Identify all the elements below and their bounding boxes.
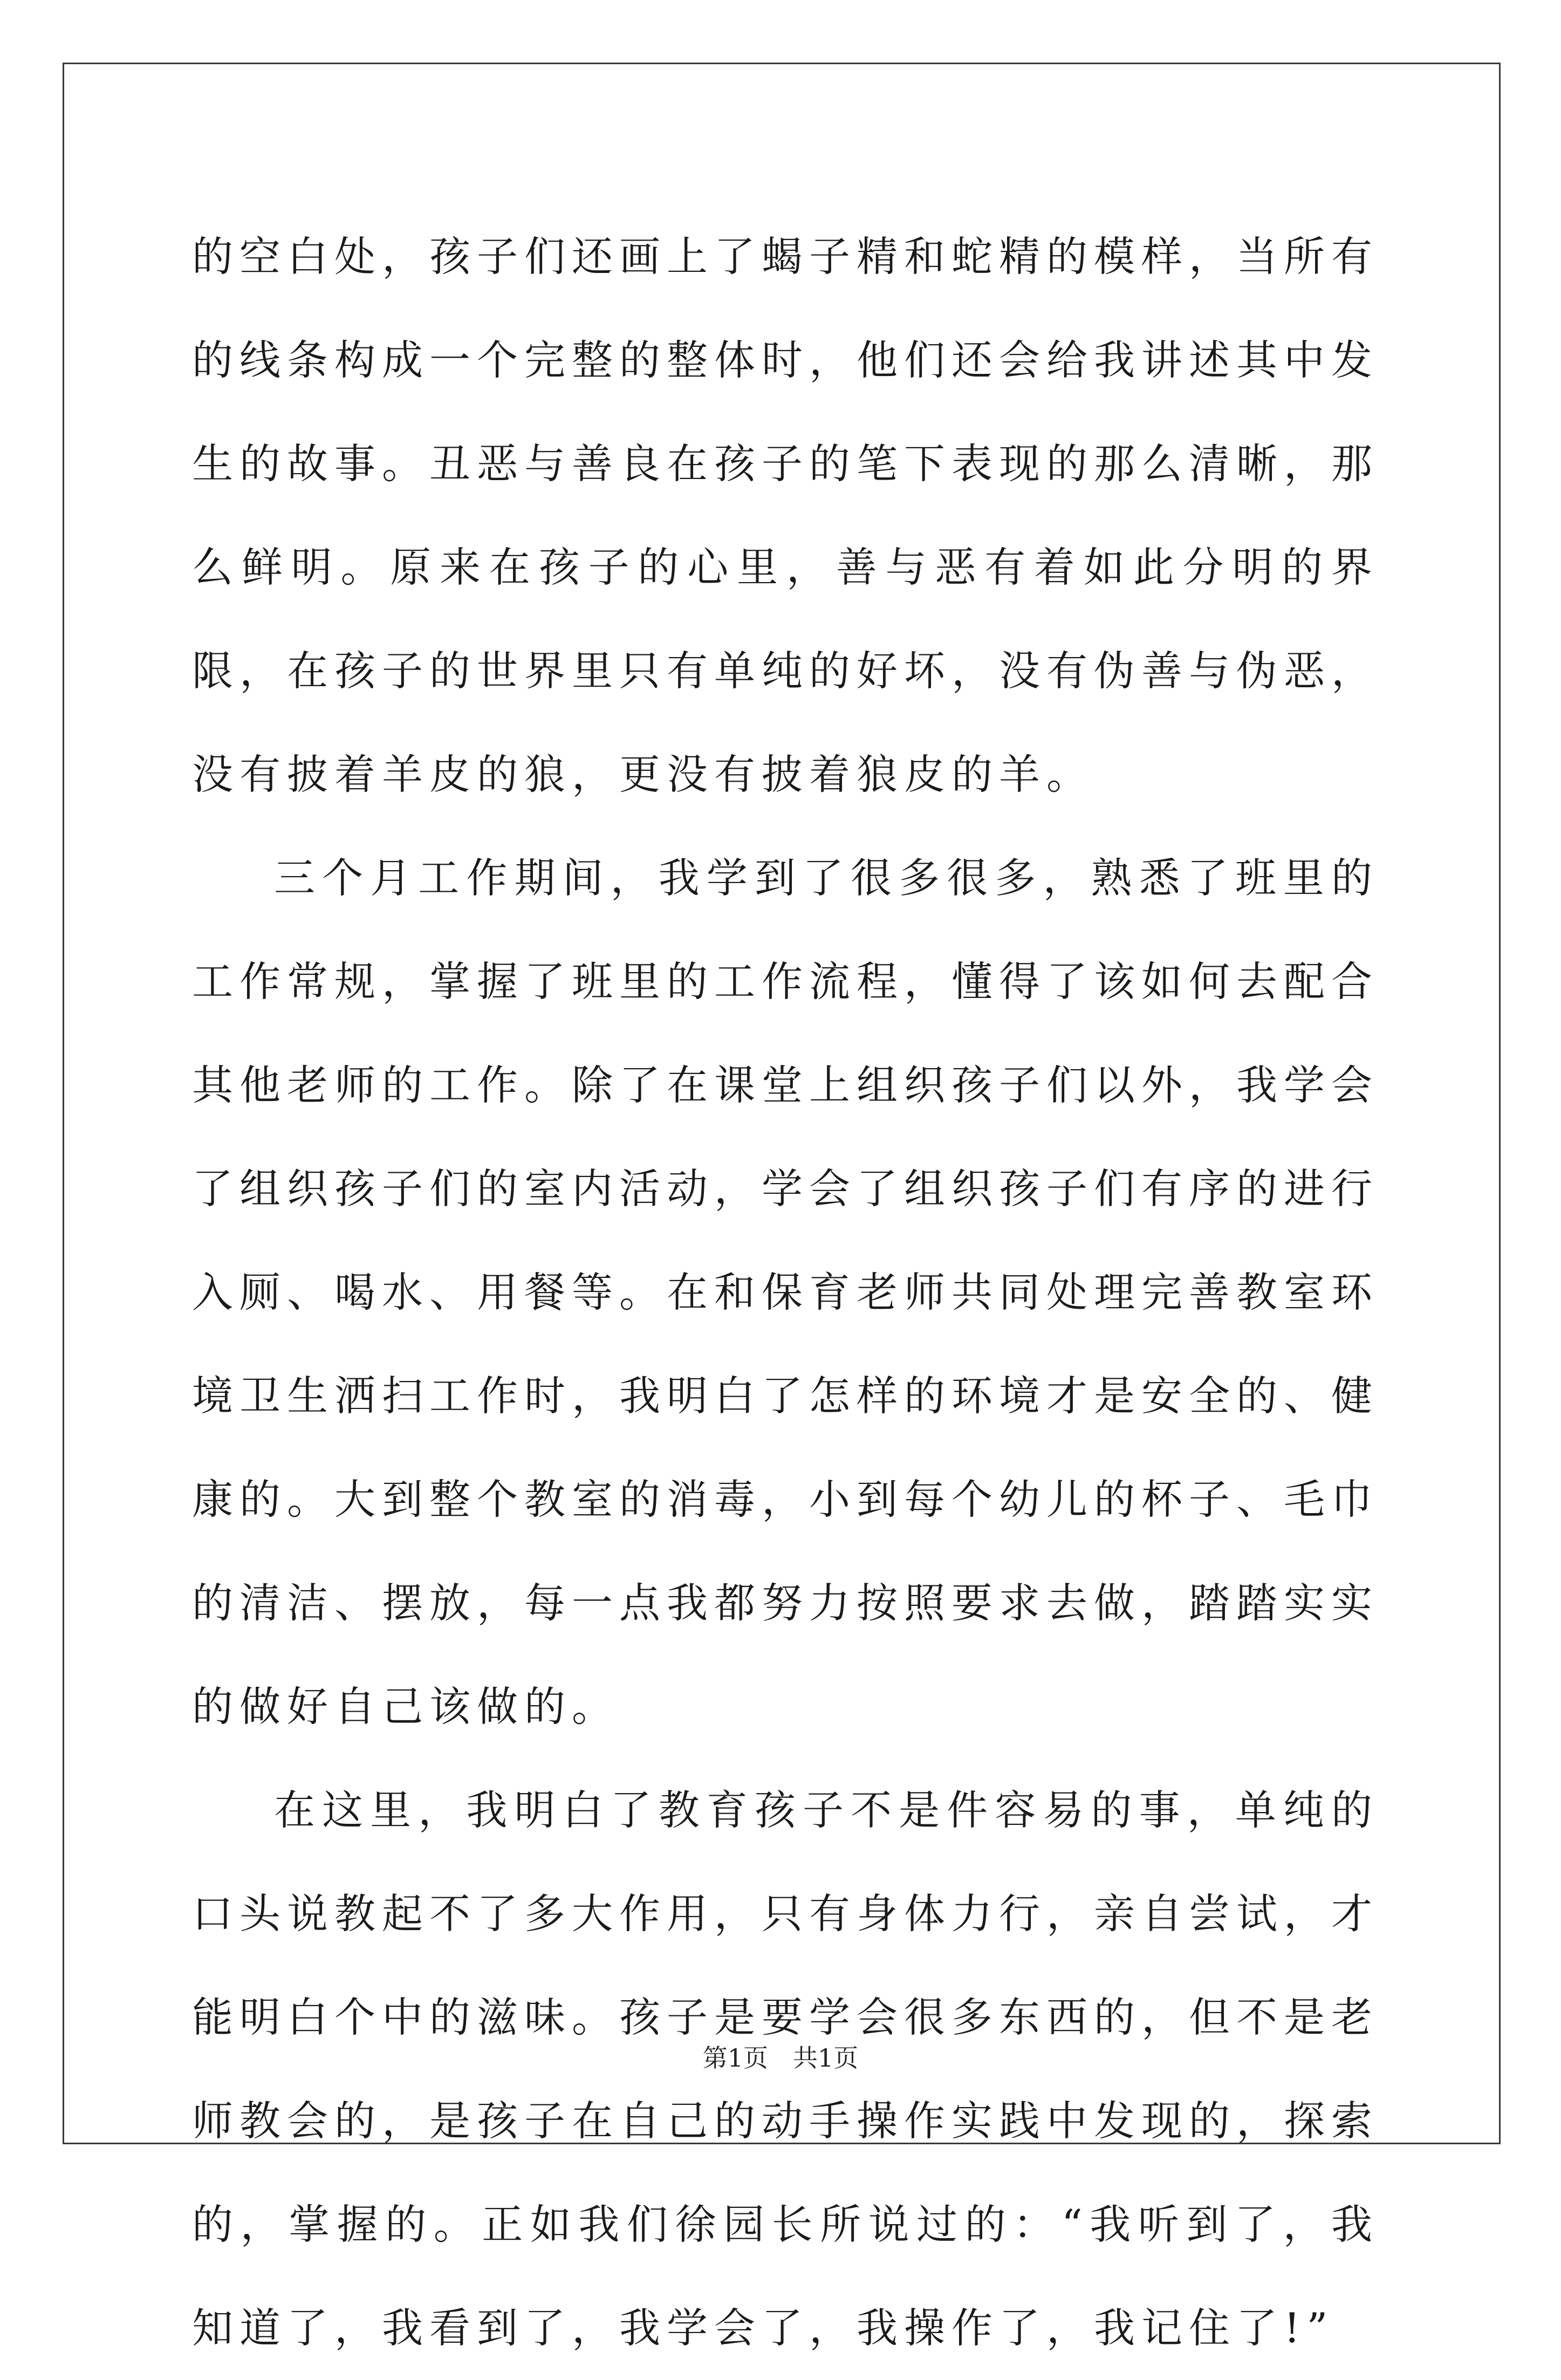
paragraph-1: 的空白处，孩子们还画上了蝎子精和蛇精的模样，当所有的线条构成一个完整的整体时，他们还会给我讲述其中发生的故事。丑恶与善良在孩子的笔下表现的那么清晰，那么鲜明。原来在孩子的心里，善与恶有着如此分明的界限，在孩子的世界里只有单纯的好坏，没有伪善与伪恶，没有披着羊皮的狼，更没有披着狼皮的羊。 (192, 232, 1379, 798)
paragraph-3: 在这里，我明白了教育孩子不是件容易的事，单纯的口头说教起不了多大作用，只有身体力行，亲自尝试，才能明白个中的滋味。孩子是要学会很多东西的，但不是老师教会的，是孩子在自己的动手操作实践中发现的，探索的，掌握的。正如我们徐园长所说过的：“我听到了，我知道了，我看到了，我学会了，我操作了，我记住了!” (192, 1786, 1379, 2352)
page-number-footer: 第1页 共1页 (702, 2043, 859, 2073)
paragraph-2: 三个月工作期间，我学到了很多很多，熟悉了班里的工作常规，掌握了班里的工作流程，懂得了该如何去配合其他老师的工作。除了在课堂上组织孩子们以外，我学会了组织孩子们的室内活动，学会了组织孩子们有序的进行入厕、喝水、用餐等。在和保育老师共同处理完善教室环境卫生洒扫工作时，我明白了怎样的环境才是安全的、健康的。大到整个教室的消毒，小到每个幼儿的杯子、毛巾的清洁、摆放，每一点我都努力按照要求去做，踏踏实实的做好自己该做的。 (192, 854, 1379, 1731)
